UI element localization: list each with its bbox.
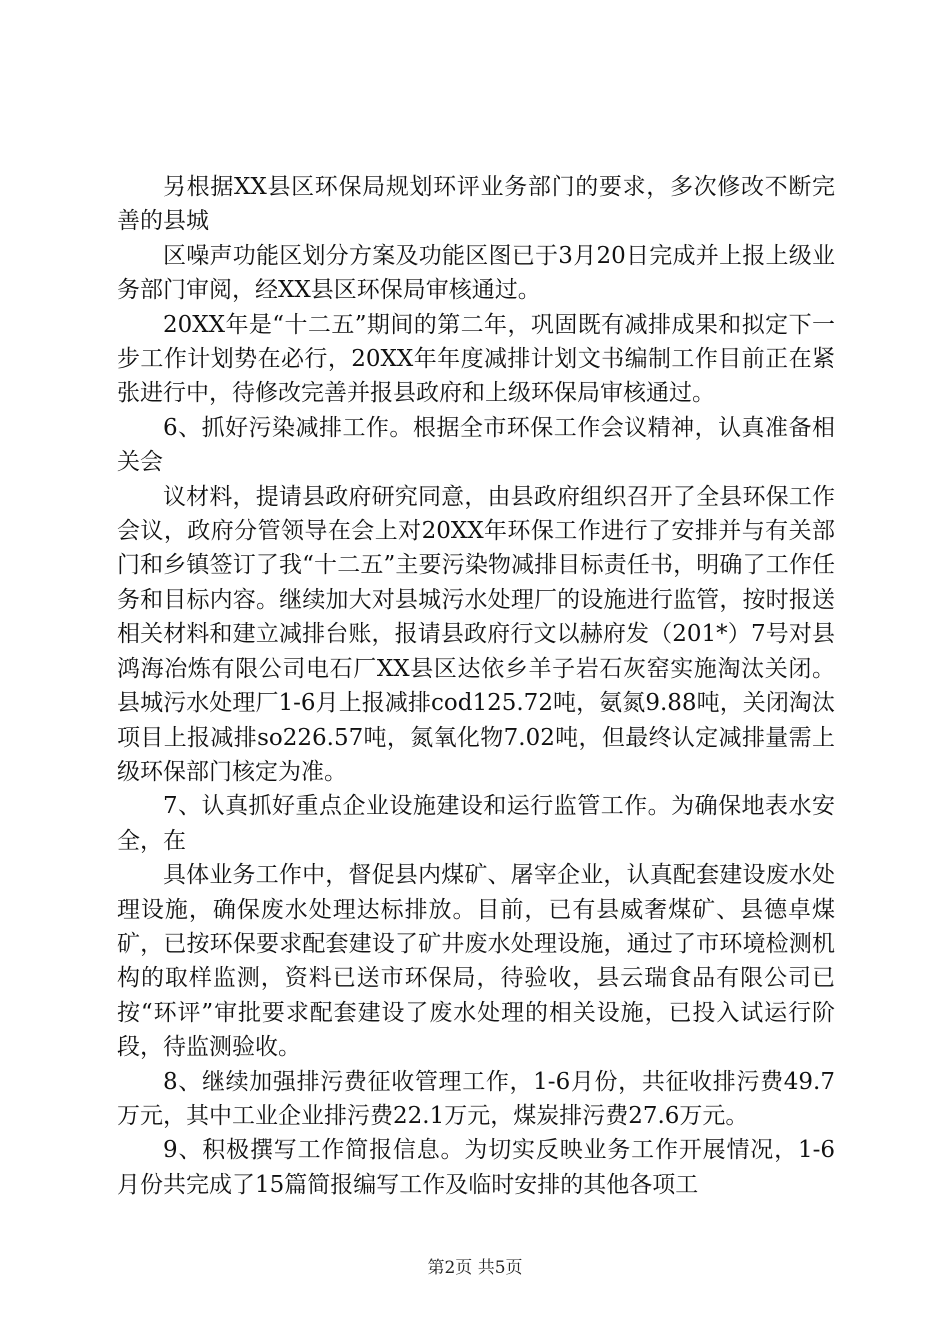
paragraph-5: 议材料，提请县政府研究同意，由县政府组织召开了全县环保工作会议，政府分管领导在会上对20XX年环保工作进行了安排并与有关部门和乡镇签订了我“十二五”主要污染物减排目标责任书，明确了工作任务和目标内容。继续加大对县城污水处理厂的设施进行监管，按时报送相关材料和建立减排台账，报请县政府行文以赫府发（201*）7号对县鸿海冶炼有限公司电石厂XX县区达依乡羊子岩石灰窑实施淘汰关闭。县城污水处理厂1-6月上报减排cod125.72吨，氨氮9.88吨，关闭淘汰项目上报减排so226.57吨，氮氧化物7.02吨，但最终认定减排量需上级环保部门核定为准。 bbox=[117, 483, 835, 785]
paragraph-7: 具体业务工作中，督促县内煤矿、屠宰企业，认真配套建设废水处理设施，确保废水处理达标排放。目前，已有县威奢煤矿、县德卓煤矿，已按环保要求配套建设了矿井废水处理设施，通过了市环境检测机构的取样监测，资料已送市环保局，待验收，县云瑞食品有限公司已按“环评”审批要求配套建设了废水处理的相关设施，已投入试运行阶段，待监测验收。 bbox=[117, 862, 835, 1061]
paragraph-9: 9、积极撰写工作简报信息。为切实反映业务工作开展情况，1-6月份共完成了15篇简报编写工作及临时安排的其他各项工 bbox=[117, 1137, 835, 1198]
paragraph-8: 8、继续加强排污费征收管理工作，1-6月份，共征收排污费49.7万元，其中工业企业排污费22.1万元，煤炭排污费27.6万元。 bbox=[117, 1068, 835, 1129]
document-body bbox=[117, 170, 835, 1202]
page-footer: 第2页 共5页 bbox=[427, 1258, 523, 1278]
paragraph-2: 区噪声功能区划分方案及功能区图已于3月20日完成并上报上级业务部门审阅，经XX县区环保局审核通过。 bbox=[117, 242, 835, 304]
paragraph-1: 另根据XX县区环保局规划环评业务部门的要求，多次修改不断完善的县城 bbox=[117, 174, 835, 235]
paragraph-6: 7、认真抓好重点企业设施建设和运行监管工作。为确保地表水安全，在 bbox=[117, 793, 835, 854]
paragraph-3: 20XX年是“十二五”期间的第二年，巩固既有减排成果和拟定下一步工作计划势在必行，20XX年年度减排计划文书编制工作目前正在紧张进行中，待修改完善并报县政府和上级环保局审核通过。 bbox=[117, 311, 835, 407]
paragraph-4: 6、抓好污染减排工作。根据全市环保工作会议精神，认真准备相关会 bbox=[117, 414, 835, 476]
